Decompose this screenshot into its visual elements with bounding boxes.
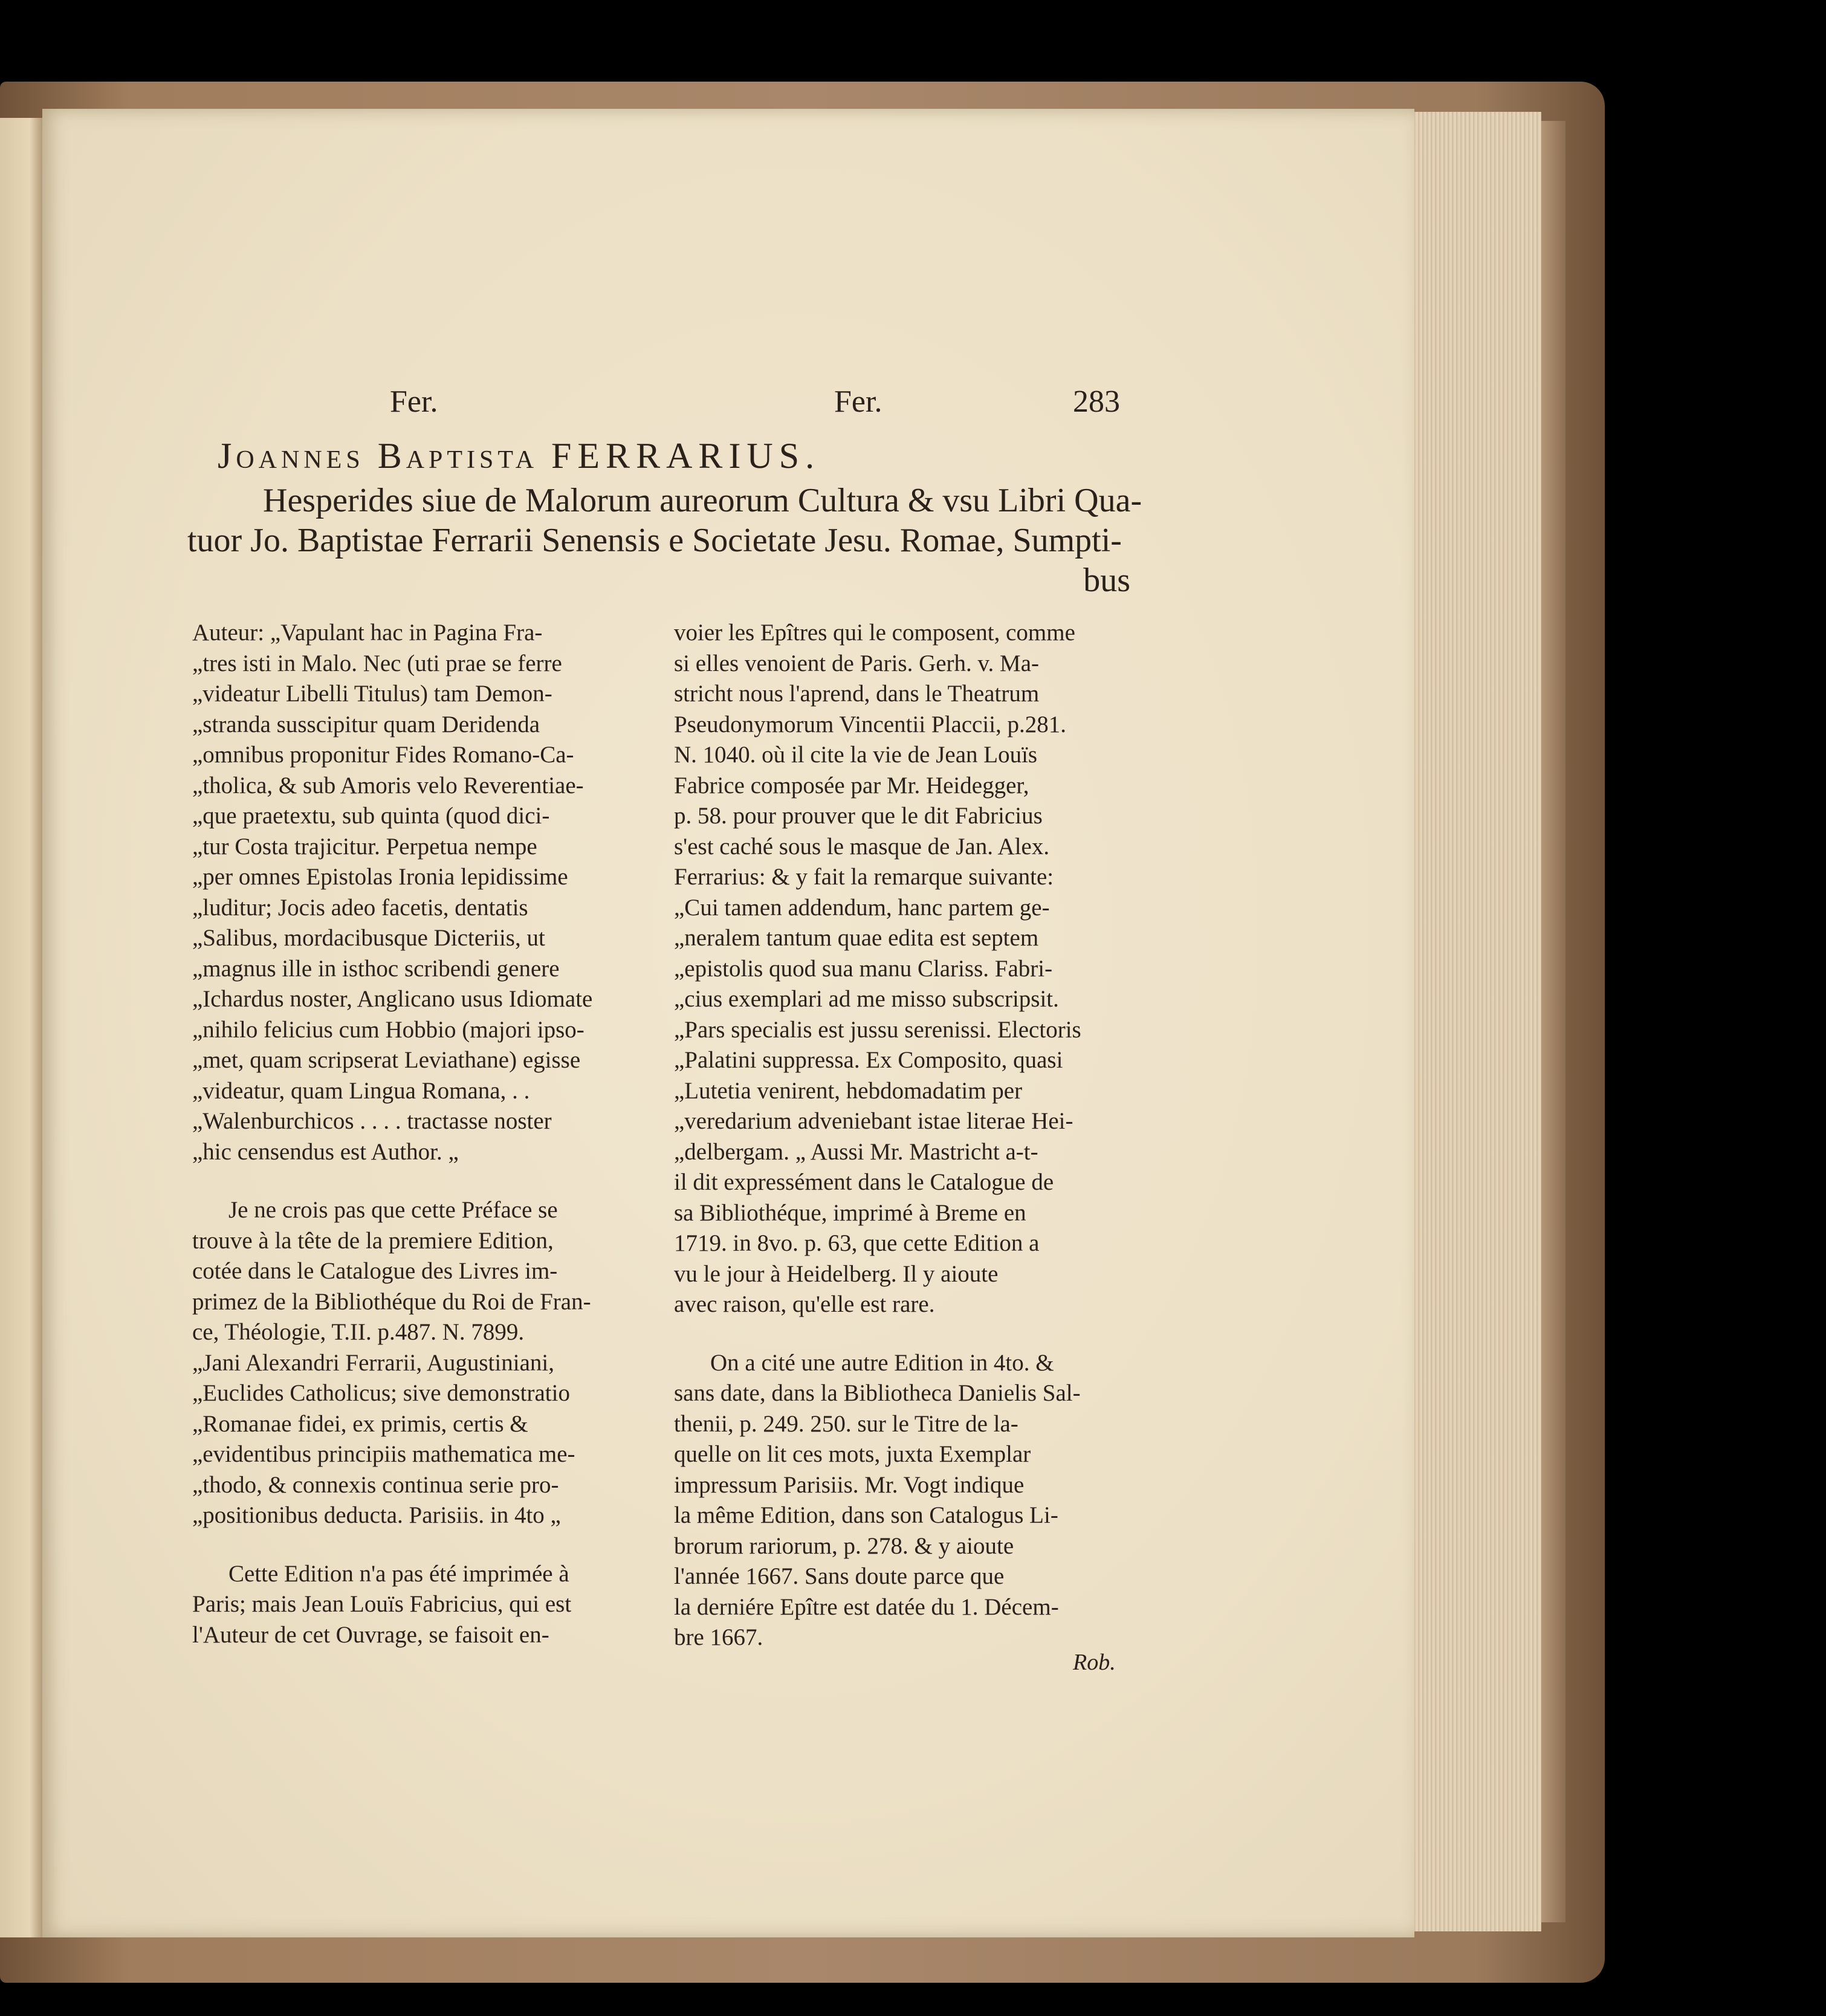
text-line: Je ne crois pas que cette Préface se [228, 1197, 558, 1223]
text-line: „Walenburchicos . . . . tractasse noster [192, 1108, 552, 1134]
text-line: „delbergam. „ Aussi Mr. Mastricht a-t- [674, 1138, 1038, 1165]
text-line: „tur Costa trajicitur. Perpetua nempe [192, 833, 537, 860]
text-line: „Ichardus noster, Anglicano usus Idiomate [192, 986, 593, 1012]
text-line: „Pars specialis est jussu serenissi. Electoris [674, 1016, 1081, 1043]
text-line: „videatur, quam Lingua Romana, . . [192, 1077, 530, 1104]
text-line: „epistolis quod sua manu Clariss. Fabri- [674, 955, 1053, 982]
text-line: p. 58. pour prouver que le dit Fabricius [674, 803, 1043, 829]
text-line: „nihilo felicius cum Hobbio (majori ipso- [192, 1016, 584, 1043]
text-line: „omnibus proponitur Fides Romano-Ca- [192, 742, 574, 768]
text-line: Fabrice composée par Mr. Heidegger, [674, 772, 1029, 799]
text-line: la derniére Epître est datée du 1. Décem- [674, 1593, 1059, 1620]
text-line: „met, quam scripserat Leviathane) egisse [192, 1047, 581, 1073]
text-line: „cius exemplari ad me misso subscripsit. [674, 986, 1059, 1012]
text-line: „Jani Alexandri Ferrarii, Augustiniani, [192, 1349, 554, 1376]
text-line: „stranda susscipitur quam Deridenda [192, 711, 540, 737]
text-line: thenii, p. 249. 250. sur le Titre de la- [674, 1410, 1018, 1437]
paragraph-gap [192, 1167, 661, 1195]
text-line: „evidentibus principiis mathematica me- [192, 1441, 575, 1467]
text-line: „neralem tantum quae edita est septem [674, 925, 1039, 951]
text-line: Ferrarius: & y fait la remarque suivante: [674, 864, 1054, 890]
text-line: „veredarium adveniebant istae literae Hei- [674, 1108, 1073, 1134]
text-line: „luditur; Jocis adeo facetis, dentatis [192, 894, 528, 921]
text-line: cotée dans le Catalogue des Livres im- [192, 1258, 558, 1284]
book-title [187, 481, 1142, 600]
text-line: sans date, dans la Bibliotheca Danielis Sal- [674, 1380, 1081, 1406]
text-line: „Romanae fidei, ex primis, certis & [192, 1410, 528, 1437]
text-line: „positionibus deducta. Parisiis. in 4to „ [192, 1502, 561, 1528]
text-line: 1719. in 8vo. p. 63, que cette Edition a [674, 1230, 1040, 1256]
running-head [42, 384, 1414, 438]
text-line: bre 1667. [674, 1624, 763, 1650]
text-line: „Palatini suppressa. Ex Composito, quasi [674, 1047, 1063, 1073]
cover-edge-shadow [1541, 121, 1565, 1922]
catchword: Rob. [1073, 1650, 1116, 1675]
text-line: trouve à la tête de la premiere Edition, [192, 1227, 554, 1254]
text-line: l'Auteur de cet Ouvrage, se faisoit en- [192, 1621, 549, 1648]
text-line: si elles venoient de Paris. Gerh. v. Ma- [674, 650, 1039, 676]
left-column [192, 618, 661, 1650]
text-line: sa Bibliothéque, imprimé à Breme en [674, 1199, 1026, 1226]
text-line: primez de la Bibliothéque du Roi de Fran- [192, 1288, 591, 1315]
text-line: impressum Parisiis. Mr. Vogt indique [674, 1471, 1025, 1498]
text-line: „Lutetia venirent, hebdomadatim per [674, 1077, 1023, 1104]
text-line: Auteur: „Vapulant hac in Pagina Fra- [192, 620, 543, 646]
author-given-names: Joannes Baptista [218, 436, 539, 476]
text-line: la même Edition, dans son Catalogus Li- [674, 1502, 1058, 1528]
text-line: Pseudonymorum Vincentii Placcii, p.281. [674, 711, 1067, 737]
text-line: Cette Edition n'a pas été imprimée à [228, 1560, 569, 1587]
text-line: „tres isti in Malo. Nec (uti prae se ferre [192, 650, 562, 676]
text-line: „tholica, & sub Amoris velo Reverentiae- [192, 772, 584, 799]
text-line: „videatur Libelli Titulus) tam Demon- [192, 681, 552, 707]
text-line: „per omnes Epistolas Ironia lepidissime [192, 864, 568, 890]
text-line: brorum rariorum, p. 278. & y aioute [674, 1532, 1014, 1559]
text-line: „magnus ille in isthoc scribendi genere [192, 955, 560, 982]
book-title-line: bus [1083, 562, 1130, 599]
book-title-line: tuor Jo. Baptistae Ferrarii Senensis e Societate Jesu. Romae, Sumpti- [187, 522, 1122, 559]
page-number: 283 [1073, 384, 1120, 419]
text-line: Paris; mais Jean Louïs Fabricius, qui est [192, 1591, 572, 1617]
page-stack-edge [1411, 112, 1541, 1931]
paragraph-gap [192, 1531, 661, 1559]
text-line: vu le jour à Heidelberg. Il y aioute [674, 1260, 999, 1287]
text-line: „Salibus, mordacibusque Dicteriis, ut [192, 925, 545, 951]
book-title-line: Hesperides siue de Malorum aureorum Cultura & vsu Libri Qua- [263, 482, 1142, 519]
text-line: „que praetextu, sub quinta (quod dici- [192, 803, 550, 829]
running-head-middle: Fer. [834, 384, 882, 419]
text-line: avec raison, qu'elle est rare. [674, 1291, 935, 1317]
text-line: voier les Epîtres qui le composent, comme [674, 620, 1075, 646]
right-column [674, 618, 1142, 1653]
text-line: „Cui tamen addendum, hanc partem ge- [674, 894, 1050, 921]
entry-title [218, 435, 1124, 477]
text-line: l'année 1667. Sans doute parce que [674, 1563, 1005, 1589]
text-line: il dit expressément dans le Catalogue de [674, 1169, 1054, 1195]
text-line: „hic censendus est Author. „ [192, 1138, 459, 1165]
text-line: N. 1040. où il cite la vie de Jean Louïs [674, 742, 1038, 768]
text-line: stricht nous l'aprend, dans le Theatrum [674, 681, 1040, 707]
page [42, 109, 1414, 1937]
previous-page-edge [0, 118, 42, 1937]
text-line: „Euclides Catholicus; sive demonstratio [192, 1380, 570, 1406]
text-line: On a cité une autre Edition in 4to. & [710, 1349, 1054, 1376]
text-line: ce, Théologie, T.II. p.487. N. 7899. [192, 1319, 525, 1345]
running-head-left: Fer. [390, 384, 438, 419]
paragraph-gap [674, 1320, 1142, 1348]
text-line: s'est caché sous le masque de Jan. Alex. [674, 833, 1050, 860]
text-line: „thodo, & connexis continua serie pro- [192, 1471, 559, 1498]
author-surname: FERRARIUS. [551, 436, 821, 476]
text-line: quelle on lit ces mots, juxta Exemplar [674, 1441, 1031, 1467]
